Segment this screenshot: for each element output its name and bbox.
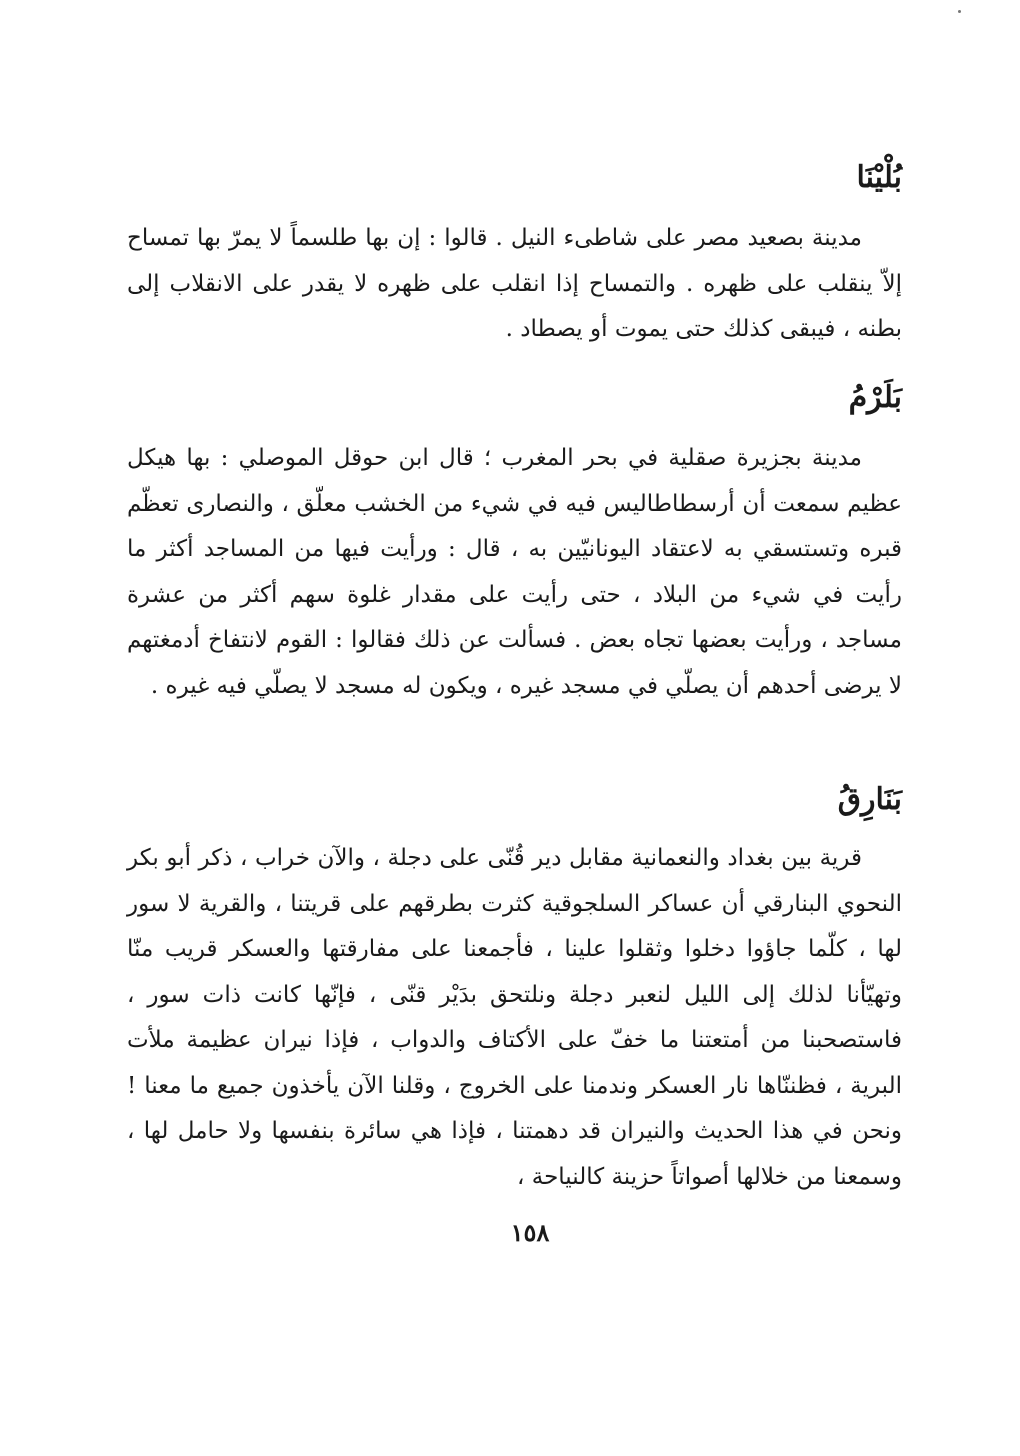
entry-text-bulyana: مدينة بصعيد مصر على شاطىء النيل . قالوا : إن بها طلسماً لا يمرّ بها تمساح إلاّ ينقلب على ظهره . والتمساح إذا انقلب على ظهره لا يقدر على الانقلاب إلى بطنه ، فيبقى كذلك حتى يموت أو يصطاد . [127, 225, 902, 342]
entry-title-bulyana: بُلْيْنَا [856, 160, 902, 195]
paper-speck [958, 10, 961, 13]
page-number: ١٥٨ [510, 1218, 550, 1247]
entry-text-banariq: قرية بين بغداد والنعمانية مقابل دير قُنّى على دجلة ، والآن خراب ، ذكر أبو بكر النحوي البنارقي أن عساكر السلجوقية كثرت بطرقهم على قريتنا ، والقرية لا سور لها ، كلّما جاؤوا دخلوا وثقلوا علينا ، فأجمعنا على مفارقتها والعسكر قريب منّا وتهيّأنا لذلك إلى الليل لنعبر دجلة ونلتحق بدَيْر قنّى ، فإنّها كانت ذات سور ، فاستصحبنا من أمتعتنا ما خفّ على الأكتاف والدواب ، فإذا نيران عظيمة ملأت البرية ، فظننّاها نار العسكر وندمنا على الخروج ، وقلنا الآن يأخذون جميع ما معنا ! ونحن في هذا الحديث والنيران قد دهمتنا ، فإذا هي سائرة بنفسها ولا حامل لها ، وسمعنا من خلالها أصواتاً حزينة كالنياحة ، [127, 845, 902, 1190]
entry-title-banariq: بَنَارِقُ [837, 782, 902, 817]
entry-title-balarm: بَلَرْمُ [848, 380, 902, 415]
entry-text-balarm: مدينة بجزيرة صقلية في بحر المغرب ؛ قال ابن حوقل الموصلي : بها هيكل عظيم سمعت أن أرسطاطاليس فيه في شيء من الخشب معلّق ، والنصارى تعظّم قبره وتستسقي به لاعتقاد اليونانيّين به ، قال : ورأيت فيها من المساجد أكثر ما رأيت في شيء من البلاد ، حتى رأيت على مقدار غلوة سهم أكثر من عشرة مساجد ، ورأيت بعضها تجاه بعض . فسألت عن ذلك فقالوا : القوم لانتفاخ أدمغتهم لا يرضى أحدهم أن يصلّي في مسجد غيره ، ويكون له مسجد لا يصلّي فيه غيره . [127, 445, 902, 699]
